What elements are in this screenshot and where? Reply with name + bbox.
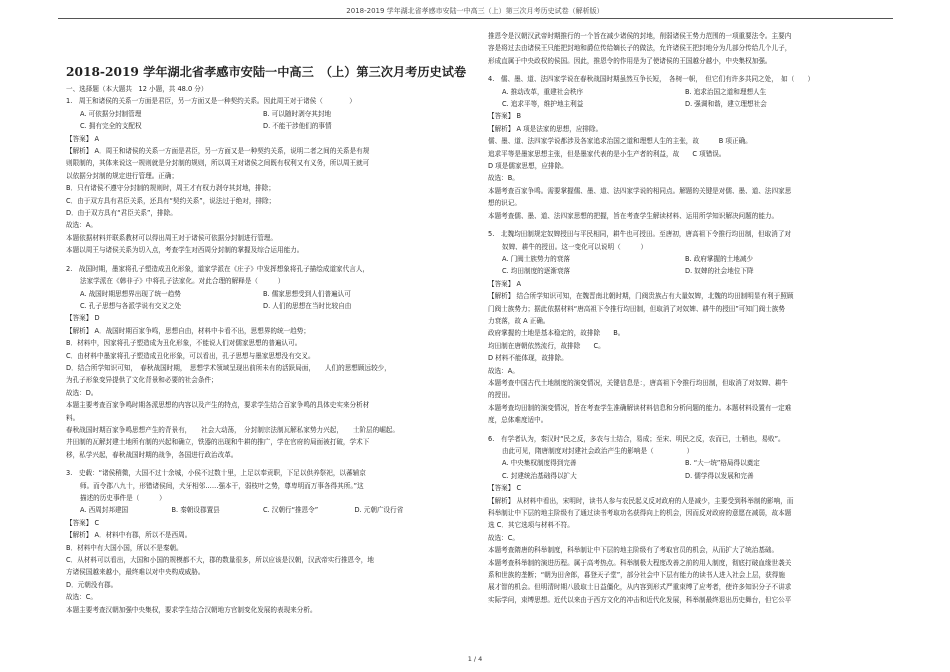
q1-explanation: D．由于双方具有“君臣关系”，排除。 <box>66 209 177 218</box>
q1-explanation: B．只有诸侯不遵守分封制的规则时，周王才有权力剥夺其封地，排除； <box>66 184 275 193</box>
q2-explanation: 故选：D。 <box>66 388 98 397</box>
q5-explanation: 力衰落，故 A 正确。 <box>488 316 550 325</box>
q4-option-c: C. 追求平等，维护地主利益 <box>502 100 584 109</box>
q3-explanation: D．元朝没有郡。 <box>66 580 118 589</box>
q1-option-c: C. 拥有完全的支配权 <box>80 122 142 131</box>
q2-option-b: B. 儒家思想受到人们普遍认可 <box>263 289 351 298</box>
q5-option-c: C. 均田制度的逐渐衰落 <box>502 267 571 276</box>
q6-option-c: C. 封建统治基础得以扩大 <box>502 471 577 480</box>
q4-explanation: 想的识记。 <box>488 199 521 208</box>
q3-explanation: 方诸侯国越来越小，最终难以对中央构成威胁。 <box>66 568 205 577</box>
q5-options-row2 <box>488 265 868 277</box>
q2-explanation: C．由材料中墨家将孔子塑造成丑化形象，可以看出，孔子思想与墨家思想没有交叉。 <box>66 351 315 360</box>
q2-stem: 法家学派在《韩非子》中将孔子法家化。对此合理的解释是（ ） <box>80 277 285 286</box>
q4-explanation: 追求平等是墨家思想主张，但是墨家代表的是小生产者的利益，故 C 项错误。 <box>488 149 726 158</box>
q1-options-row1 <box>66 108 446 120</box>
q5-options-row1 <box>488 253 868 265</box>
q6-explanation: 科举制让中下层的地主阶级有了通过读书考取功名获得向上的机会，因而反对政府的意愿在减弱，故本题 <box>488 509 792 518</box>
q6-explanation: 选 C．其它选项与材料不符。 <box>488 521 574 530</box>
q4-explanation: 本题考查百家争鸣。需要掌握儒、墨、道、法四家学说的相同点。解题的关键是对儒、墨、道、法四家思 <box>488 186 792 195</box>
q6-options-row2 <box>488 470 868 482</box>
q1-explanation: 故选：A。 <box>66 221 97 230</box>
q3-explanation-continued: 容是将过去由诸侯王只能把封地和爵位传给嫡长子的做法，允许诸侯王把封地分为几部分传给几个儿子， <box>488 44 792 53</box>
q3-stem: 师。而令郡八九十，形错诸侯间，犬牙相邻……强本干，弱枝叶之势，尊卑明而万事各得其所。”这 <box>80 481 364 490</box>
page-header: 2018-2019 学年湖北省孝感市安陆一中高三（上）第三次月考历史试卷（解析版） <box>346 7 604 15</box>
q6-stem: 6. 有学者认为，秦汉时“民之反，多农与士结合，易成；至宋、明民之反，农而已，士稍也，易败”。 <box>488 434 785 443</box>
q5-option-b: B. 政府掌握的土地减少 <box>685 254 754 263</box>
q5-explanation: 门阀士族势力；据此依据材料“唐高祖下令推行均田制，但取消了对奴婢、耕牛的授田”可知门阀士族势 <box>488 304 785 313</box>
q3-stem: 描述的历史事件是（ ） <box>80 494 166 502</box>
right-column <box>488 30 868 606</box>
q4-option-a: A. 推动改革，重建社会秩序 <box>502 87 584 96</box>
q4-explanation: 本题考查儒、墨、道、法四家思想的把握，旨在考查学生解读材料、运用所学知识解决问题的能力。 <box>488 211 779 220</box>
q1-explanation: 本题依据材料并联系教材可以得出周王对于诸侯可依据分封制进行管理。 <box>66 233 277 242</box>
q5-option-d: D. 奴婢的社会地位下降 <box>685 267 754 276</box>
q5-explanation: 故选：A。 <box>488 366 519 375</box>
q6-explanation: 本题考查科举制的演进历程。属于高考热点。科举制极大程度改善之前的用人制度，彻底打破血缘世袭关 <box>488 558 792 567</box>
q1-answer: 【答案】 A <box>66 134 99 143</box>
q2-explanation: 【解析】 A．战国时期百家争鸣，思想自由，材料中卡看不出，思想界的统一趋势； <box>66 326 310 335</box>
q5-explanation: 的授田。 <box>488 391 515 400</box>
q2-option-d: D. 人们的思想在当时比较自由 <box>263 301 352 310</box>
section-heading: 一、选择题（本大题共 12 小题，共 48.0 分） <box>66 85 208 93</box>
q2-stem: 2. 战国时期，墨家将孔子塑造成丑化形象，道家学派在《庄子》中发挥想象将孔子描绘成道家代言人， <box>66 264 370 273</box>
exam-title: 2018-2019 学年湖北省孝感市安陆一中高三 （上）第三次月考历史试卷 <box>66 65 467 79</box>
q3-answer: 【答案】 C <box>66 518 100 527</box>
q6-explanation: 实际学问，束缚思想。近代以来由于西方文化的冲击和近代化发展，科举制最终退出历史舞台，但它公平 <box>488 595 792 604</box>
q2-option-c: C. 孔子思想与各派学说有交叉之处 <box>80 301 182 310</box>
q2-explanation: 井田制的瓦解封建土地所有制的兴起和确立，铁器的出现和牛耕的推广，学在官府的局面被打破，学术下 <box>66 438 370 447</box>
q2-explanation: B．材料中，因家将孔子塑造成为丑化形象，不能说人们对儒家思想的普遍认可。 <box>66 339 302 348</box>
q3-options-row <box>66 504 446 516</box>
q1-stem: 1. 周王和诸侯的关系一方面是君臣，另一方面又是一种契约关系。因此周王对于诸侯（ ） <box>66 97 356 106</box>
q6-stem: 由此可见，隋唐制度对封建社会政治产生的影响是（ ） <box>502 447 694 455</box>
q5-explanation: 度，总体难度适中。 <box>488 416 548 425</box>
q6-option-a: A. 中央集权制度得到完善 <box>502 459 577 468</box>
q5-explanation: D 材料不能体现，故排除。 <box>488 354 568 363</box>
q4-option-b: B. 追求治国之道和理想人生 <box>685 87 767 96</box>
q1-option-a: A. 可依据分封制管理 <box>80 109 142 118</box>
q6-explanation: 【解析】 从材料中看出，宋明时，读书人参与农民起义反对政府的人是减少，主要受到科举制的影响，而 <box>488 496 794 505</box>
q6-explanation: 展才智的机会。但明清时期八股取士日益僵化，从内容到形式严重束缚了应考者，使许多知识分子不讲求 <box>488 583 792 592</box>
q3-explanation: 【解析】 A．材料中有郡，所以不是西周。 <box>66 531 192 540</box>
q3-explanation: 故选：C。 <box>66 593 97 602</box>
q4-options-row2 <box>488 98 868 110</box>
q3-explanation: B．材料中有大国小国，所以不是秦朝。 <box>66 543 183 552</box>
q4-explanation: 儒、墨、道、法四家学说都涉及各家追求治国之道和理想人生的主张，故 B 项正确。 <box>488 137 752 146</box>
q5-option-a: A. 门阀士族势力的衰落 <box>502 254 570 263</box>
left-column <box>66 30 467 616</box>
q6-explanation: 故选：C。 <box>488 533 519 542</box>
q5-explanation: 【解析】 结合所学知识可知，在魏晋南北朝时期，门阀贵族占有大量奴婢，北魏的均田制明显有利于照顾 <box>488 292 794 301</box>
q3-option-a: A. 西周封邦建国 <box>80 506 129 515</box>
q2-answer: 【答案】 D <box>66 314 100 323</box>
q4-answer: 【答案】 B <box>488 112 521 121</box>
q2-explanation: 为孔子形象变异提供了文化背景和必要的社会条件； <box>66 376 218 385</box>
q1-explanation: 以依据分封制的规定进行管理。正确； <box>66 171 179 180</box>
q6-explanation: 本题考查隋唐的科举制度，科举制让中下层的地主阶级有了考取官员的机会，从而扩大了统治基础。 <box>488 546 779 555</box>
q4-explanation: 故选：B。 <box>488 174 519 183</box>
q4-explanation: 【解析】 A 项是法家的思想，应排除。 <box>488 124 603 133</box>
q2-explanation: 本题主要考查百家争鸣时期各派思想的内容以及产生的特点，要求学生结合百家争鸣的具体史实来分析材 <box>66 401 370 410</box>
q2-option-a: A. 战国时期思想界出现了统一趋势 <box>80 289 181 298</box>
q2-options-row1 <box>66 288 446 300</box>
q3-option-d: D. 元朝广设行省 <box>354 506 404 515</box>
q5-explanation: 政府掌握的土地是基本稳定的，故排除 B。 <box>488 329 625 338</box>
q1-option-d: D. 不能干涉他们的事情 <box>263 122 332 131</box>
q1-explanation: 则限制的，其体来说这一规则就是分封制的规则，所以周王对诸侯之间既有权利又有义务，所以周王就可 <box>66 159 370 168</box>
q5-stem: 奴婢、耕牛的授田。这一变化可以说明（ ） <box>502 242 648 251</box>
q3-option-c: C. 汉朝行“推恩令” <box>263 506 319 515</box>
page-number: 1 / 4 <box>467 655 483 663</box>
q4-stem: 4. 儒、墨、道、法四家学说在春秋战国时期虽然互争长短， 各树一帜， 但它们有许多共同之处， 如（ ） <box>488 75 815 84</box>
q6-option-b: B. “大一统”格局得以奠定 <box>685 459 760 468</box>
q3-explanation: C．从材料可以看出，大国和小国的规模都不大，郡的数量很多，所以应该是汉朝，汉武帝实行推恩令，地 <box>66 556 374 565</box>
q5-explanation: 本题考查中国古代土地制度的演变情况，关键信息是：，唐高祖下令推行均田制，但取消了对奴婢、耕牛 <box>488 378 789 387</box>
q3-stem: 3. 史载：“诸侯稍微，大国不过十余城，小侯不过数十里，上足以奉贡职，下足以供养祭祀，以蕃辅京 <box>66 469 366 478</box>
q4-option-d: D. 强调和谐，建立理想社会 <box>685 100 767 109</box>
q2-explanation: 移，私学兴起，春秋战国时期的战争，各国进行政治改革。 <box>66 450 238 459</box>
q3-explanation-continued: 形成直属于中央政权的侯国。因此，推恩令的作用是为了使诸侯的王国越分越小，中央集权加强。 <box>488 56 772 65</box>
q1-explanation: 【解析】 A．周王和诸侯的关系一方面是君臣，另一方面又是一种契约关系，说明二者之间的关系是有规 <box>66 147 370 156</box>
q6-answer: 【答案】 C <box>488 484 522 493</box>
q6-explanation: 系和世族的垄断；“朝为田舍郎，暮登天子堂”，部分社会中下层有能力的读书人进入社会上层，获得施 <box>488 571 785 580</box>
q4-explanation: D 项是儒家思想，应排除。 <box>488 162 568 171</box>
q5-stem: 5. 北魏均田制规定奴婢授田与平民相同，耕牛也可授田。至唐初，唐高祖下令推行均田制，但取消了对 <box>488 230 792 239</box>
q1-option-b: B. 可以随时剥夺其封地 <box>263 109 332 118</box>
q4-options-row1 <box>488 86 868 98</box>
q2-explanation: 春秋战国时期百家争鸣思想产生的背景有， 社会大动荡， 分封制宗法制瓦解私家势力兴起， 士阶层的崛起。 <box>66 425 399 434</box>
q3-explanation: 本题主要考查汉朝加强中央集权，要求学生结合汉朝地方官制变化发展的表现来分析。 <box>66 605 317 614</box>
q5-answer: 【答案】 A <box>488 279 521 288</box>
q2-explanation: 料。 <box>66 413 80 422</box>
q1-explanation: 本题以周王与诸侯关系为切入点，考查学生对西周分封制的掌握及综合运用能力。 <box>66 246 304 255</box>
header-rule <box>58 18 893 19</box>
q6-options-row1 <box>488 457 868 469</box>
q3-explanation-continued: 推恩令是汉朝汉武帝时期推行的一个旨在减少诸侯的封地，削弱诸侯王势力范围的一项重要法令。主要内 <box>488 32 792 40</box>
q5-explanation: 均田制在唐朝依然流行，故排除 C。 <box>488 341 605 350</box>
q2-options-row2 <box>66 300 446 312</box>
q5-explanation: 本题考查均田制的演变情况，旨在考查学生准确解读材料信息和分析问题的能力。本题材料设置有一定难 <box>488 403 792 412</box>
q1-options-row2 <box>66 120 446 132</box>
q6-option-d: D. 儒学得以发展和完善 <box>685 471 754 480</box>
q3-option-b: B. 秦朝设郡置县 <box>171 506 220 515</box>
q1-explanation: C．由于双方具有君臣关系，还具有“契约关系”，说法过于绝对，排除； <box>66 196 276 205</box>
q2-explanation: D．结合所学知识可知， 春秋战国时期， 思想学术领域呈现出前所未有的活跃局面， 人们的思想顾远较少， <box>66 363 391 372</box>
